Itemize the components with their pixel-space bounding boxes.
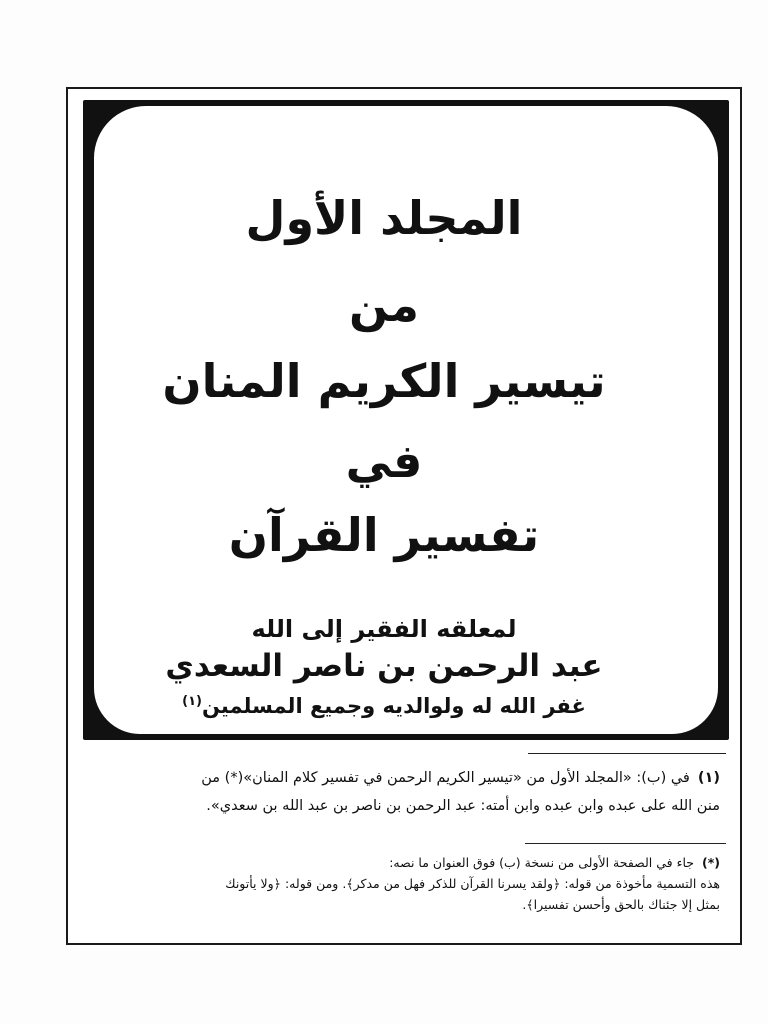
footnote-2-line-3 xyxy=(72,894,720,915)
footnote-2-text-1: جاء في الصفحة الأولى من نسخة (ب) فوق العنوان ما نصه: xyxy=(389,855,695,870)
footnote-1-line-1 xyxy=(72,764,720,792)
book-title-main: تيسير الكريم المنان xyxy=(162,354,606,408)
footnote-1-text-2: منن الله على عبده وابن عبده وابن أمته: عبد الرحمن بن ناصر بن عبد الله بن سعدي». xyxy=(206,798,720,814)
volume-title: المجلد الأول xyxy=(245,191,523,245)
author-name: عبد الرحمن بن ناصر السعدي xyxy=(165,648,603,684)
footnote-2-text-2: هذه التسمية مأخوذة من قوله: ﴿ولقد يسرنا القرآن للذكر فهل من مدكر﴾. ومن قوله: ﴿ولا يأتونك xyxy=(225,876,720,891)
footnote-2 xyxy=(72,852,720,915)
footnote-2-line-1 xyxy=(72,852,720,873)
title-connector-fi: في xyxy=(345,434,423,488)
footnote-2-line-2 xyxy=(72,873,720,894)
footnote-2-text-3: بمثل إلا جئناك بالحق وأحسن تفسيرا﴾. xyxy=(522,897,720,912)
footnote-separator-2 xyxy=(525,843,726,844)
footnote-1-text-1: في (ب): «المجلد الأول من «تيسير الكريم الرحمن في تفسير كلام المنان»(*) من xyxy=(201,770,690,786)
footnote-1-marker: (١) xyxy=(697,770,720,786)
author-prayer xyxy=(0,694,768,718)
footnote-reference-1: (١) xyxy=(182,694,202,709)
footnote-1 xyxy=(72,764,720,820)
book-title-sub: تفسير القرآن xyxy=(228,508,540,562)
author-by-line: لمعلقه الفقير إلى الله xyxy=(251,615,517,643)
author-prayer-text: غفر الله له ولوالديه وجميع المسلمين xyxy=(201,694,586,718)
footnote-2-marker: (*) xyxy=(702,855,720,870)
footnote-1-line-2 xyxy=(72,792,720,820)
title-connector-min: من xyxy=(349,278,419,332)
footnote-separator-1 xyxy=(528,753,726,754)
